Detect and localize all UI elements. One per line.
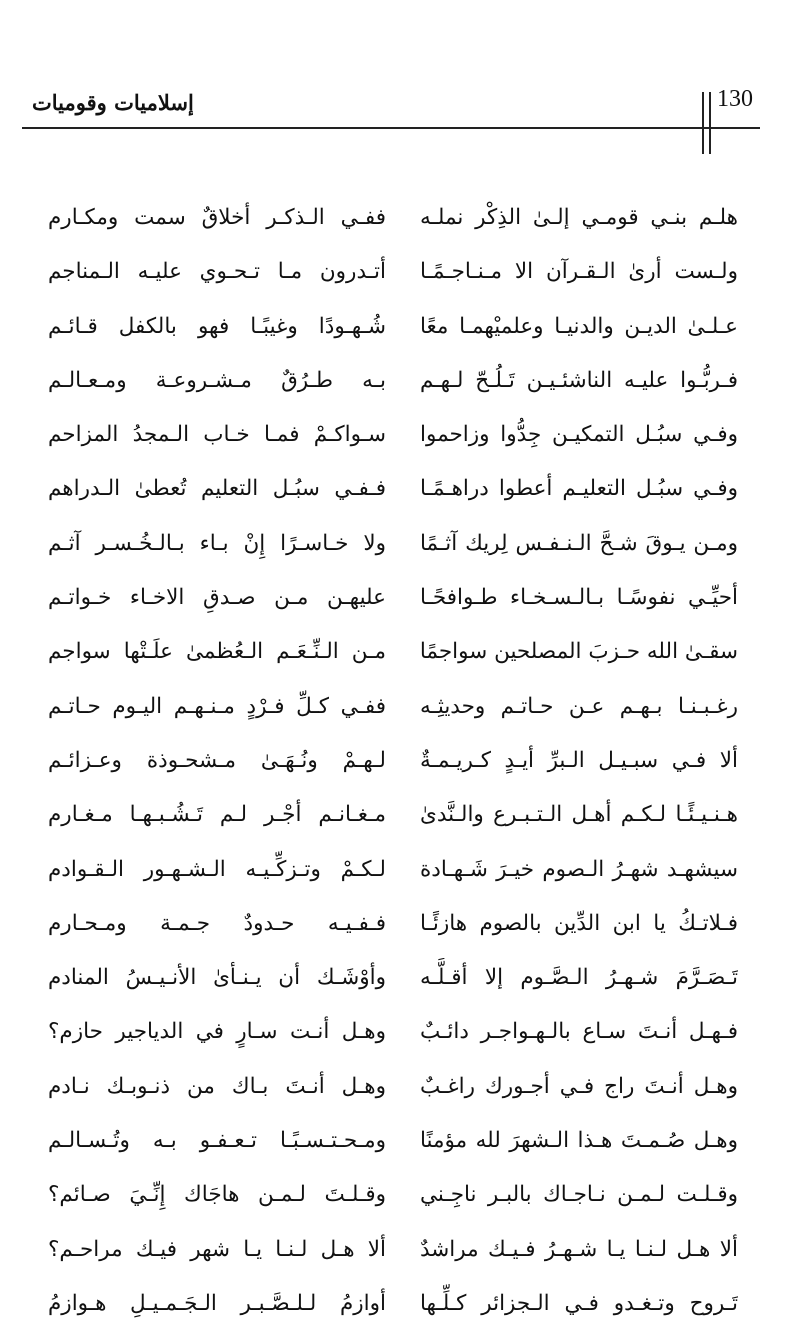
- verse: [0, 1175, 788, 1229]
- first-hemistich: وفـي سبُـل التعليـم أعطوا دراهـمًـا: [420, 476, 738, 502]
- first-hemistich: وفـي سبُـل التمكيـن جِدُّوا وزاحموا: [420, 422, 738, 448]
- second-hemistich: عليهـن مـن صـدقِ الاخـاء خـواتـم: [48, 585, 386, 611]
- verse: [0, 1284, 788, 1338]
- second-hemistich: أتـدرون مـا تـحـوي عليـه الـمناجم: [48, 259, 386, 285]
- first-hemistich: سقـىٰ الله حـزبَ المصلحين سواجمًا: [420, 639, 738, 665]
- verse: [0, 741, 788, 795]
- second-hemistich: فـفـي سبُـل التعليم تُعطىٰ الـدراهم: [48, 476, 386, 502]
- first-hemistich: فـربُّـوا عليـه الناشئـيـن تَـلُـحّ لـهـم: [420, 367, 738, 393]
- verse: [0, 904, 788, 958]
- second-hemistich: ومـحـتـسـبًـا تـعـفـو بـه وتُـسـالـم: [48, 1128, 386, 1154]
- verse: [0, 1067, 788, 1121]
- first-hemistich: هـنـيـئًـا لـكـم أهـل الـتـبـرع والـنَّدىٰ: [420, 802, 738, 828]
- second-hemistich: ففـي كـلِّ فـرْدٍ مـنـهـم اليـوم حـاتـم: [48, 693, 386, 719]
- verse: [0, 198, 788, 252]
- first-hemistich: فـلاتـكُ يا ابن الدِّين بالصوم هازئًـا: [420, 910, 738, 936]
- second-hemistich: ولا خـاسـرًا إِنْ بـاء بـالـخُـسـر آثـم: [48, 530, 386, 556]
- verse: [0, 578, 788, 632]
- first-hemistich: ومـن يـوقَ شـحَّ الـنـفـس لِريك آثـمًا: [420, 530, 738, 556]
- second-hemistich: مـغـانـم أجْـر لـم تَـشُـبـهـا مـغـارم: [48, 802, 386, 828]
- page-number: 130: [717, 86, 753, 112]
- page-header: [22, 82, 762, 132]
- second-hemistich: وقـلـتَ لـمـن هاجَاك إِنِّـيَ صـائم؟: [48, 1182, 386, 1208]
- header-rule: [22, 127, 760, 129]
- second-hemistich: سـواكـمْ فمـا خـاب الـمجدُ المزاحم: [48, 422, 386, 448]
- verse: [0, 795, 788, 849]
- second-hemistich: لـهـمْ ونُـهَـىٰ مـشحـوذة وعـزائـم: [48, 747, 386, 773]
- first-hemistich: تَـروح وتـغـدو فـي الـجزائر كـلِّـها: [420, 1290, 738, 1316]
- second-hemistich: شُـهـودًا وغيبًـا فهو بالكفل قـائـم: [48, 313, 386, 339]
- second-hemistich: وهـل أنـتَ بـاك من ذنـوبـك نـادم: [48, 1073, 386, 1099]
- first-hemistich: عـلـىٰ الديـن والدنيـا وعلميْهمـا معًا: [420, 313, 738, 339]
- verse: [0, 469, 788, 523]
- running-title: إسلاميات وقوميات: [32, 90, 194, 115]
- verse: [0, 632, 788, 686]
- second-hemistich: فـفـيـه حـدودٌ جـمـة ومـحـارم: [48, 910, 386, 936]
- first-hemistich: أحيِّـي نفوسًـا بـالـسـخـاء طـوافحًـا: [420, 585, 738, 611]
- second-hemistich: أوازمُ لـلـصَّـبـر الـجَـمـيـلِ هـوازمُ: [48, 1290, 386, 1316]
- first-hemistich: وقـلـت لـمـن نـاجـاك بالبـر ناجِـني: [420, 1182, 738, 1208]
- verse: [0, 958, 788, 1012]
- poem: [0, 198, 788, 1338]
- first-hemistich: هلـم بنـي قومـي إلـىٰ الذِكْر نملـه: [420, 205, 738, 230]
- first-hemistich: سيشهـد شهـرُ الـصوم خيـرَ شَـهـادة: [420, 856, 738, 882]
- verse: [0, 252, 788, 306]
- verse: [0, 1012, 788, 1066]
- first-hemistich: ولـست أرىٰ الـقـرآن الا مـنـاجـمًـا: [420, 259, 738, 285]
- verse: [0, 307, 788, 361]
- first-hemistich: رغـبـنـا بـهـم عـن حـاتـم وحديثِـه: [420, 693, 738, 719]
- first-hemistich: ألا هـل لـنـا يـا شـهـرُ فـيـك مراشدٌ: [420, 1236, 738, 1262]
- verse: [0, 415, 788, 469]
- header-vertical-rule: [702, 92, 704, 154]
- verse: [0, 1121, 788, 1175]
- second-hemistich: مـن الـنِّـعَـم الـعُظمىٰ علَـتْها سواجم: [48, 639, 386, 665]
- verse: [0, 1230, 788, 1284]
- first-hemistich: تَـصَـرَّمَ شـهـرُ الـصَّـوم إلا أقـلَّـه: [420, 965, 738, 991]
- second-hemistich: ففـي الـذكـر أخلاقٌ سمت ومكـارم: [48, 205, 386, 230]
- second-hemistich: لـكـمْ وتـزكِّـيـه الـشـهـور الـقـوادم: [48, 856, 386, 882]
- second-hemistich: وأوْشَـك أن يـنـأىٰ الأنـيـسُ المنادم: [48, 965, 386, 991]
- first-hemistich: فـهـل أنـتَ سـاع بالـهـواجـر دائـبٌ: [420, 1019, 738, 1045]
- first-hemistich: وهـل أنـتَ راج فـي أجـورك راغـبٌ: [420, 1073, 738, 1099]
- second-hemistich: ألا هـل لـنـا يـا شهر فيـك مراحـم؟: [48, 1236, 386, 1262]
- verse: [0, 524, 788, 578]
- first-hemistich: ألا فـي سبـيـل الـبرِّ أيـدٍ كـريـمـةٌ: [420, 747, 738, 773]
- second-hemistich: بـه طـرُقٌ مـشـروعـة ومـعـالـم: [48, 367, 386, 393]
- header-vertical-rule: [709, 92, 711, 154]
- verse: [0, 687, 788, 741]
- verse: [0, 361, 788, 415]
- first-hemistich: وهـل صُـمـتَ هـذا الـشهرَ لله مؤمنًا: [420, 1128, 738, 1154]
- second-hemistich: وهـل أنـت سـارٍ في الدياجير حازم؟: [48, 1019, 386, 1045]
- verse: [0, 850, 788, 904]
